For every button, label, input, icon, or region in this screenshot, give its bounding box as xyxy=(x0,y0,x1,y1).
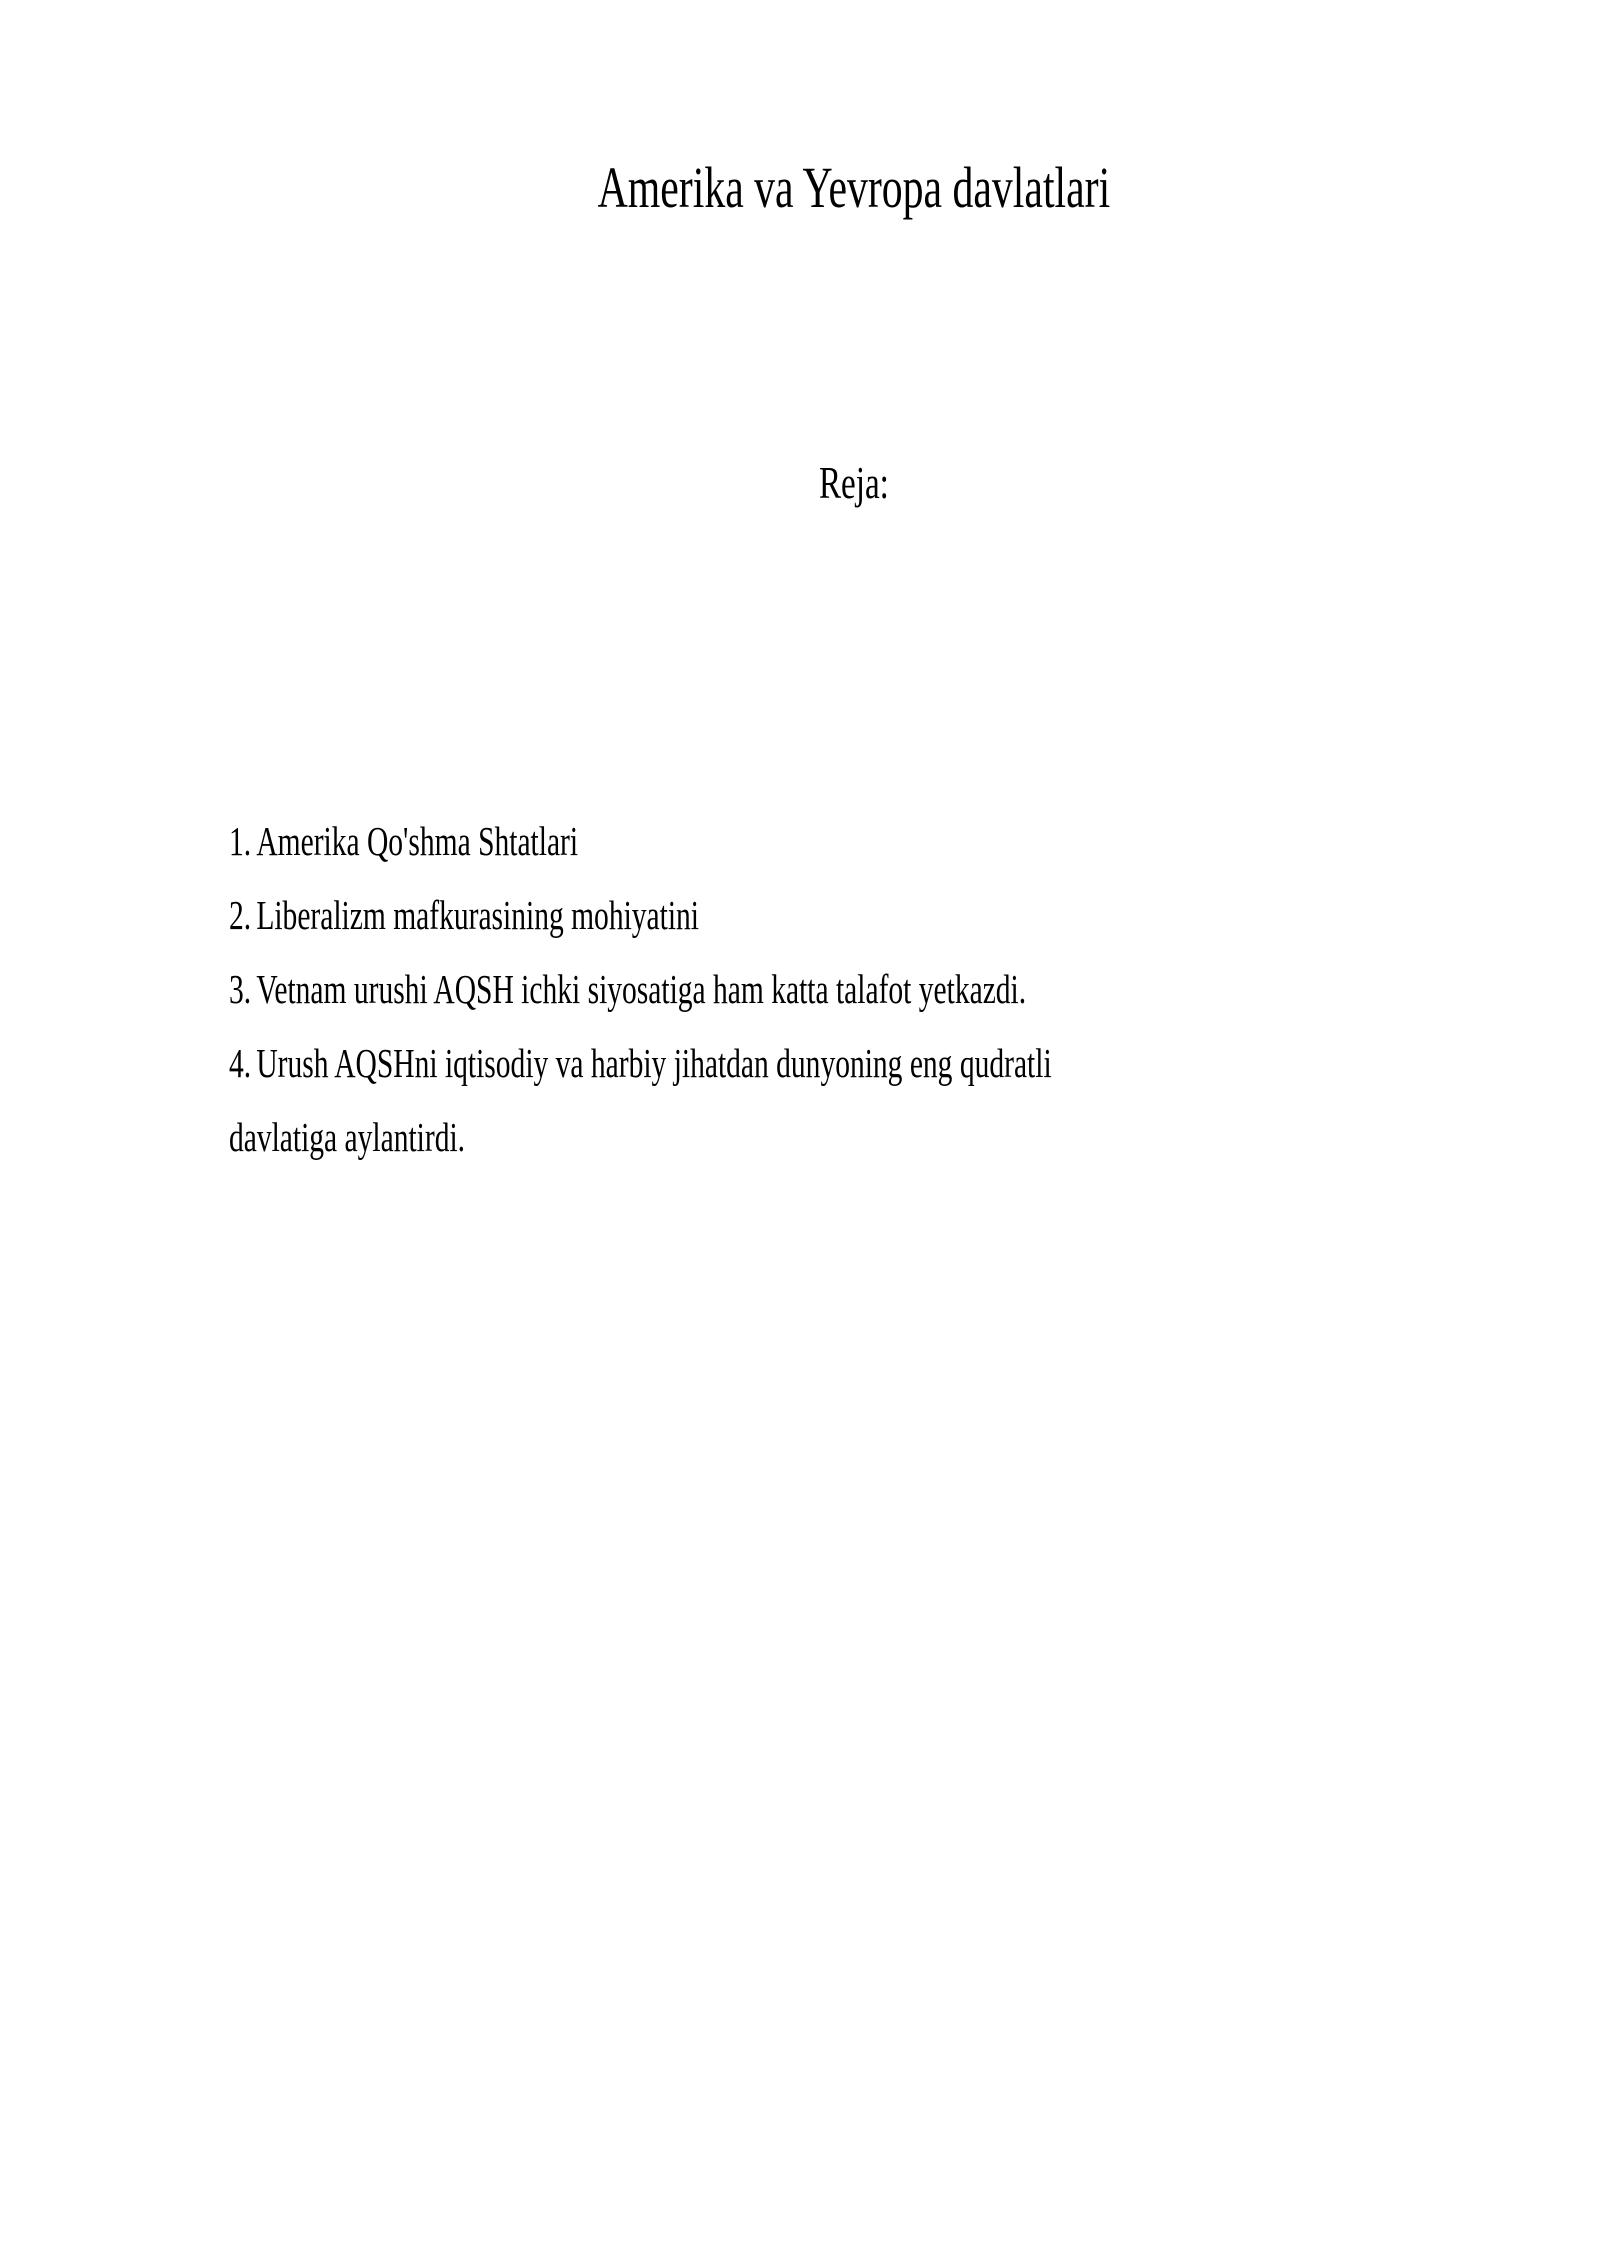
plan-item-number: 4. xyxy=(228,1040,252,1086)
plan-item-text: Urush AQSHni iqtisodiy va harbiy jihatdan dunyoning eng qudratli xyxy=(256,1040,1052,1086)
plan-item xyxy=(229,1026,1467,1174)
plan-item-text: Vetnam urushi AQSH ichki siyosatiga ham katta talafot yetkazdi. xyxy=(256,966,1027,1012)
plan-item xyxy=(229,952,1467,1026)
plan-item-number: 2. xyxy=(228,892,252,938)
plan-item xyxy=(229,804,1467,878)
plan-item-text-continuation: davlatiga aylantirdi. xyxy=(228,1114,466,1160)
plan-item-number: 1. xyxy=(228,818,252,864)
plan-heading: Reja: xyxy=(818,457,889,508)
plan-item-number: 3. xyxy=(228,966,252,1012)
plan-item xyxy=(229,878,1467,952)
plan-item-text: Amerika Qo'shma Shtatlari xyxy=(256,818,579,864)
document-title: Amerika va Yevropa davlatlari xyxy=(597,155,1111,220)
plan-item-text: Liberalizm mafkurasining mohiyatini xyxy=(256,892,700,938)
plan-list xyxy=(229,804,1467,1174)
